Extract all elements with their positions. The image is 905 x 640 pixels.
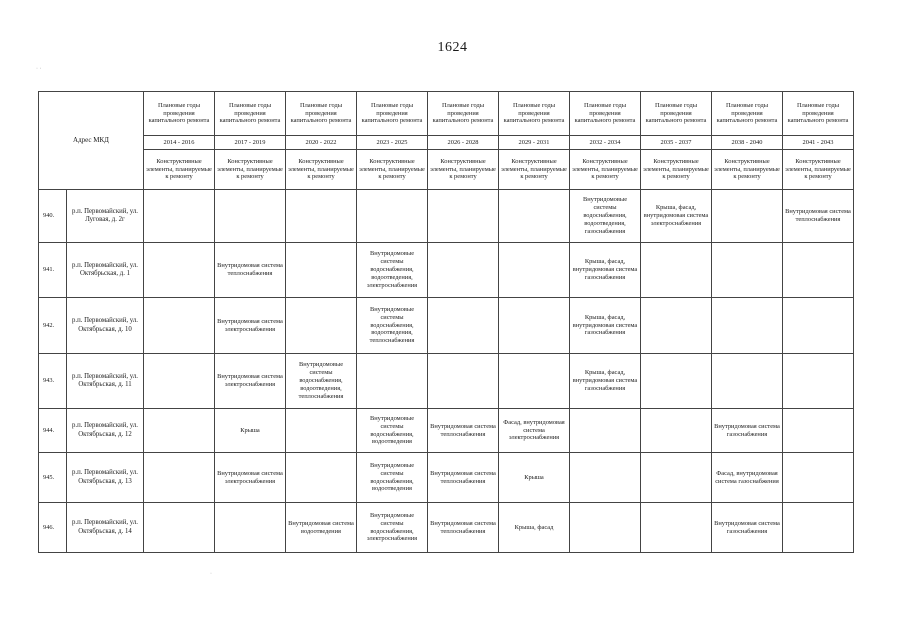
period-kind-header: Конструктивные элементы, планируемые к ремонту — [286, 150, 357, 190]
repair-elements-cell: Внутридомовая система теплоснабжения — [428, 453, 499, 503]
period-years-header: 2026 - 2028 — [428, 136, 499, 150]
period-title-header: Плановые годы проведения капитального ремонта — [712, 92, 783, 136]
building-address: р.п. Первомайский, ул. Октябрьская, д. 1 — [67, 243, 144, 298]
repair-elements-cell: Крыша — [215, 409, 286, 453]
period-kind-header: Конструктивные элементы, планируемые к ремонту — [641, 150, 712, 190]
building-address: р.п. Первомайский, ул. Октябрьская, д. 12 — [67, 409, 144, 453]
row-number: 943. — [39, 354, 67, 409]
repair-elements-cell — [286, 190, 357, 243]
repair-elements-cell: Крыша, фасад — [499, 503, 570, 553]
period-years-header: 2041 - 2043 — [783, 136, 854, 150]
repair-elements-cell: Внутридомовые системы водоснабжения, водоотведения — [357, 453, 428, 503]
repair-elements-cell — [641, 354, 712, 409]
row-number: 946. — [39, 503, 67, 553]
repair-elements-cell — [357, 354, 428, 409]
repair-elements-cell: Внутридомовая система электроснабжения — [215, 453, 286, 503]
repair-elements-cell — [286, 409, 357, 453]
table-row — [39, 354, 854, 409]
period-kind-header: Конструктивные элементы, планируемые к ремонту — [783, 150, 854, 190]
repair-elements-cell: Внутридомовые системы водоснабжения, водоотведения, электроснабжения — [357, 243, 428, 298]
repair-elements-cell — [712, 243, 783, 298]
repair-elements-cell — [499, 298, 570, 354]
table-row — [39, 298, 854, 354]
period-title-header: Плановые годы проведения капитального ремонта — [499, 92, 570, 136]
period-years-header: 2038 - 2040 — [712, 136, 783, 150]
repair-elements-cell — [286, 453, 357, 503]
repair-elements-cell — [712, 298, 783, 354]
repair-elements-cell — [499, 190, 570, 243]
period-kind-header: Конструктивные элементы, планируемые к ремонту — [357, 150, 428, 190]
repair-elements-cell: Внутридомовая система газоснабжения — [712, 503, 783, 553]
repair-elements-cell — [641, 243, 712, 298]
table-row — [39, 503, 854, 553]
repair-elements-cell — [570, 503, 641, 553]
repair-elements-cell — [783, 453, 854, 503]
period-years-header: 2020 - 2022 — [286, 136, 357, 150]
repair-elements-cell — [144, 453, 215, 503]
repair-elements-cell — [499, 243, 570, 298]
table-row — [39, 190, 854, 243]
repair-elements-cell — [286, 243, 357, 298]
repair-elements-cell: Крыша, фасад, внутридомовая система газоснабжения — [570, 298, 641, 354]
repair-elements-cell — [641, 409, 712, 453]
period-title-header: Плановые годы проведения капитального ремонта — [641, 92, 712, 136]
period-title-header: Плановые годы проведения капитального ремонта — [783, 92, 854, 136]
repair-elements-cell: Крыша — [499, 453, 570, 503]
repair-elements-cell — [428, 243, 499, 298]
repair-elements-cell: Внутридомовая система теплоснабжения — [215, 243, 286, 298]
repair-schedule-table — [38, 91, 854, 553]
header-row-kind — [39, 150, 854, 190]
address-column-header: Адрес МКД — [39, 92, 144, 190]
repair-elements-cell — [570, 409, 641, 453]
repair-elements-cell — [144, 354, 215, 409]
row-number: 944. — [39, 409, 67, 453]
table-row — [39, 243, 854, 298]
repair-elements-cell — [428, 190, 499, 243]
repair-elements-cell: Внутридомовые системы водоснабжения, водоотведения, газоснабжения — [570, 190, 641, 243]
period-title-header: Плановые годы проведения капитального ремонта — [357, 92, 428, 136]
period-title-header: Плановые годы проведения капитального ремонта — [428, 92, 499, 136]
repair-elements-cell: Крыша, фасад, внутридомовая система электроснабжения — [641, 190, 712, 243]
repair-elements-cell: Внутридомовые системы водоснабжения, водоотведения, теплоснабжения — [357, 298, 428, 354]
repair-elements-cell — [783, 243, 854, 298]
repair-elements-cell — [144, 298, 215, 354]
repair-elements-cell — [144, 243, 215, 298]
scan-speck: · — [210, 571, 212, 577]
period-years-header: 2035 - 2037 — [641, 136, 712, 150]
repair-elements-cell: Внутридомовые системы водоснабжения, водоотведения, теплоснабжения — [286, 354, 357, 409]
building-address: р.п. Первомайский, ул. Октябрьская, д. 10 — [67, 298, 144, 354]
repair-elements-cell — [712, 354, 783, 409]
table-row — [39, 409, 854, 453]
repair-elements-cell — [783, 354, 854, 409]
building-address: р.п. Первомайский, ул. Луговая, д. 2г — [67, 190, 144, 243]
repair-elements-cell: Фасад, внутридомовая система электроснабжения — [499, 409, 570, 453]
period-kind-header: Конструктивные элементы, планируемые к ремонту — [144, 150, 215, 190]
period-title-header: Плановые годы проведения капитального ремонта — [215, 92, 286, 136]
repair-elements-cell — [144, 409, 215, 453]
repair-elements-cell: Внутридомовая система теплоснабжения — [783, 190, 854, 243]
period-kind-header: Конструктивные элементы, планируемые к ремонту — [499, 150, 570, 190]
repair-elements-cell: Внутридомовая система электроснабжения — [215, 298, 286, 354]
period-kind-header: Конструктивные элементы, планируемые к ремонту — [712, 150, 783, 190]
period-title-header: Плановые годы проведения капитального ремонта — [144, 92, 215, 136]
repair-elements-cell: Внутридомовые системы водоснабжения, электроснабжения — [357, 503, 428, 553]
repair-elements-cell — [286, 298, 357, 354]
repair-elements-cell — [144, 503, 215, 553]
repair-elements-cell — [641, 503, 712, 553]
repair-elements-cell — [783, 503, 854, 553]
repair-elements-cell — [712, 190, 783, 243]
row-number: 942. — [39, 298, 67, 354]
repair-elements-cell: Внутридомовая система водоотведения — [286, 503, 357, 553]
header-row-titles — [39, 92, 854, 136]
period-kind-header: Конструктивные элементы, планируемые к ремонту — [215, 150, 286, 190]
repair-elements-cell — [215, 503, 286, 553]
building-address: р.п. Первомайский, ул. Октябрьская, д. 11 — [67, 354, 144, 409]
repair-elements-cell — [428, 298, 499, 354]
repair-elements-cell — [570, 453, 641, 503]
period-years-header: 2023 - 2025 — [357, 136, 428, 150]
repair-elements-cell — [428, 354, 499, 409]
repair-elements-cell — [783, 298, 854, 354]
scan-speck: · · — [36, 66, 42, 72]
period-kind-header: Конструктивные элементы, планируемые к ремонту — [428, 150, 499, 190]
repair-elements-cell — [144, 190, 215, 243]
period-title-header: Плановые годы проведения капитального ремонта — [286, 92, 357, 136]
period-kind-header: Конструктивные элементы, планируемые к ремонту — [570, 150, 641, 190]
period-years-header: 2017 - 2019 — [215, 136, 286, 150]
header-row-years — [39, 136, 854, 150]
building-address: р.п. Первомайский, ул. Октябрьская, д. 14 — [67, 503, 144, 553]
row-number: 945. — [39, 453, 67, 503]
repair-elements-cell — [783, 409, 854, 453]
repair-elements-cell: Крыша, фасад, внутридомовая система газоснабжения — [570, 354, 641, 409]
building-address: р.п. Первомайский, ул. Октябрьская, д. 13 — [67, 453, 144, 503]
repair-elements-cell: Внутридомовая система электроснабжения — [215, 354, 286, 409]
repair-elements-cell — [641, 453, 712, 503]
repair-elements-cell: Фасад, внутридомовая система газоснабжения — [712, 453, 783, 503]
period-years-header: 2014 - 2016 — [144, 136, 215, 150]
period-years-header: 2029 - 2031 — [499, 136, 570, 150]
period-title-header: Плановые годы проведения капитального ремонта — [570, 92, 641, 136]
repair-elements-cell: Внутридомовая система теплоснабжения — [428, 503, 499, 553]
page-number: 1624 — [437, 40, 468, 55]
repair-elements-cell: Крыша, фасад, внутридомовая система газоснабжения — [570, 243, 641, 298]
repair-elements-cell: Внутридомовая система теплоснабжения — [428, 409, 499, 453]
repair-elements-cell — [499, 354, 570, 409]
repair-elements-cell — [215, 190, 286, 243]
repair-elements-cell: Внутридомовая система газоснабжения — [712, 409, 783, 453]
row-number: 941. — [39, 243, 67, 298]
repair-elements-cell — [641, 298, 712, 354]
table-row — [39, 453, 854, 503]
repair-elements-cell: Внутридомовые системы водоснабжения, водоотведения — [357, 409, 428, 453]
row-number: 940. — [39, 190, 67, 243]
repair-elements-cell — [357, 190, 428, 243]
period-years-header: 2032 - 2034 — [570, 136, 641, 150]
